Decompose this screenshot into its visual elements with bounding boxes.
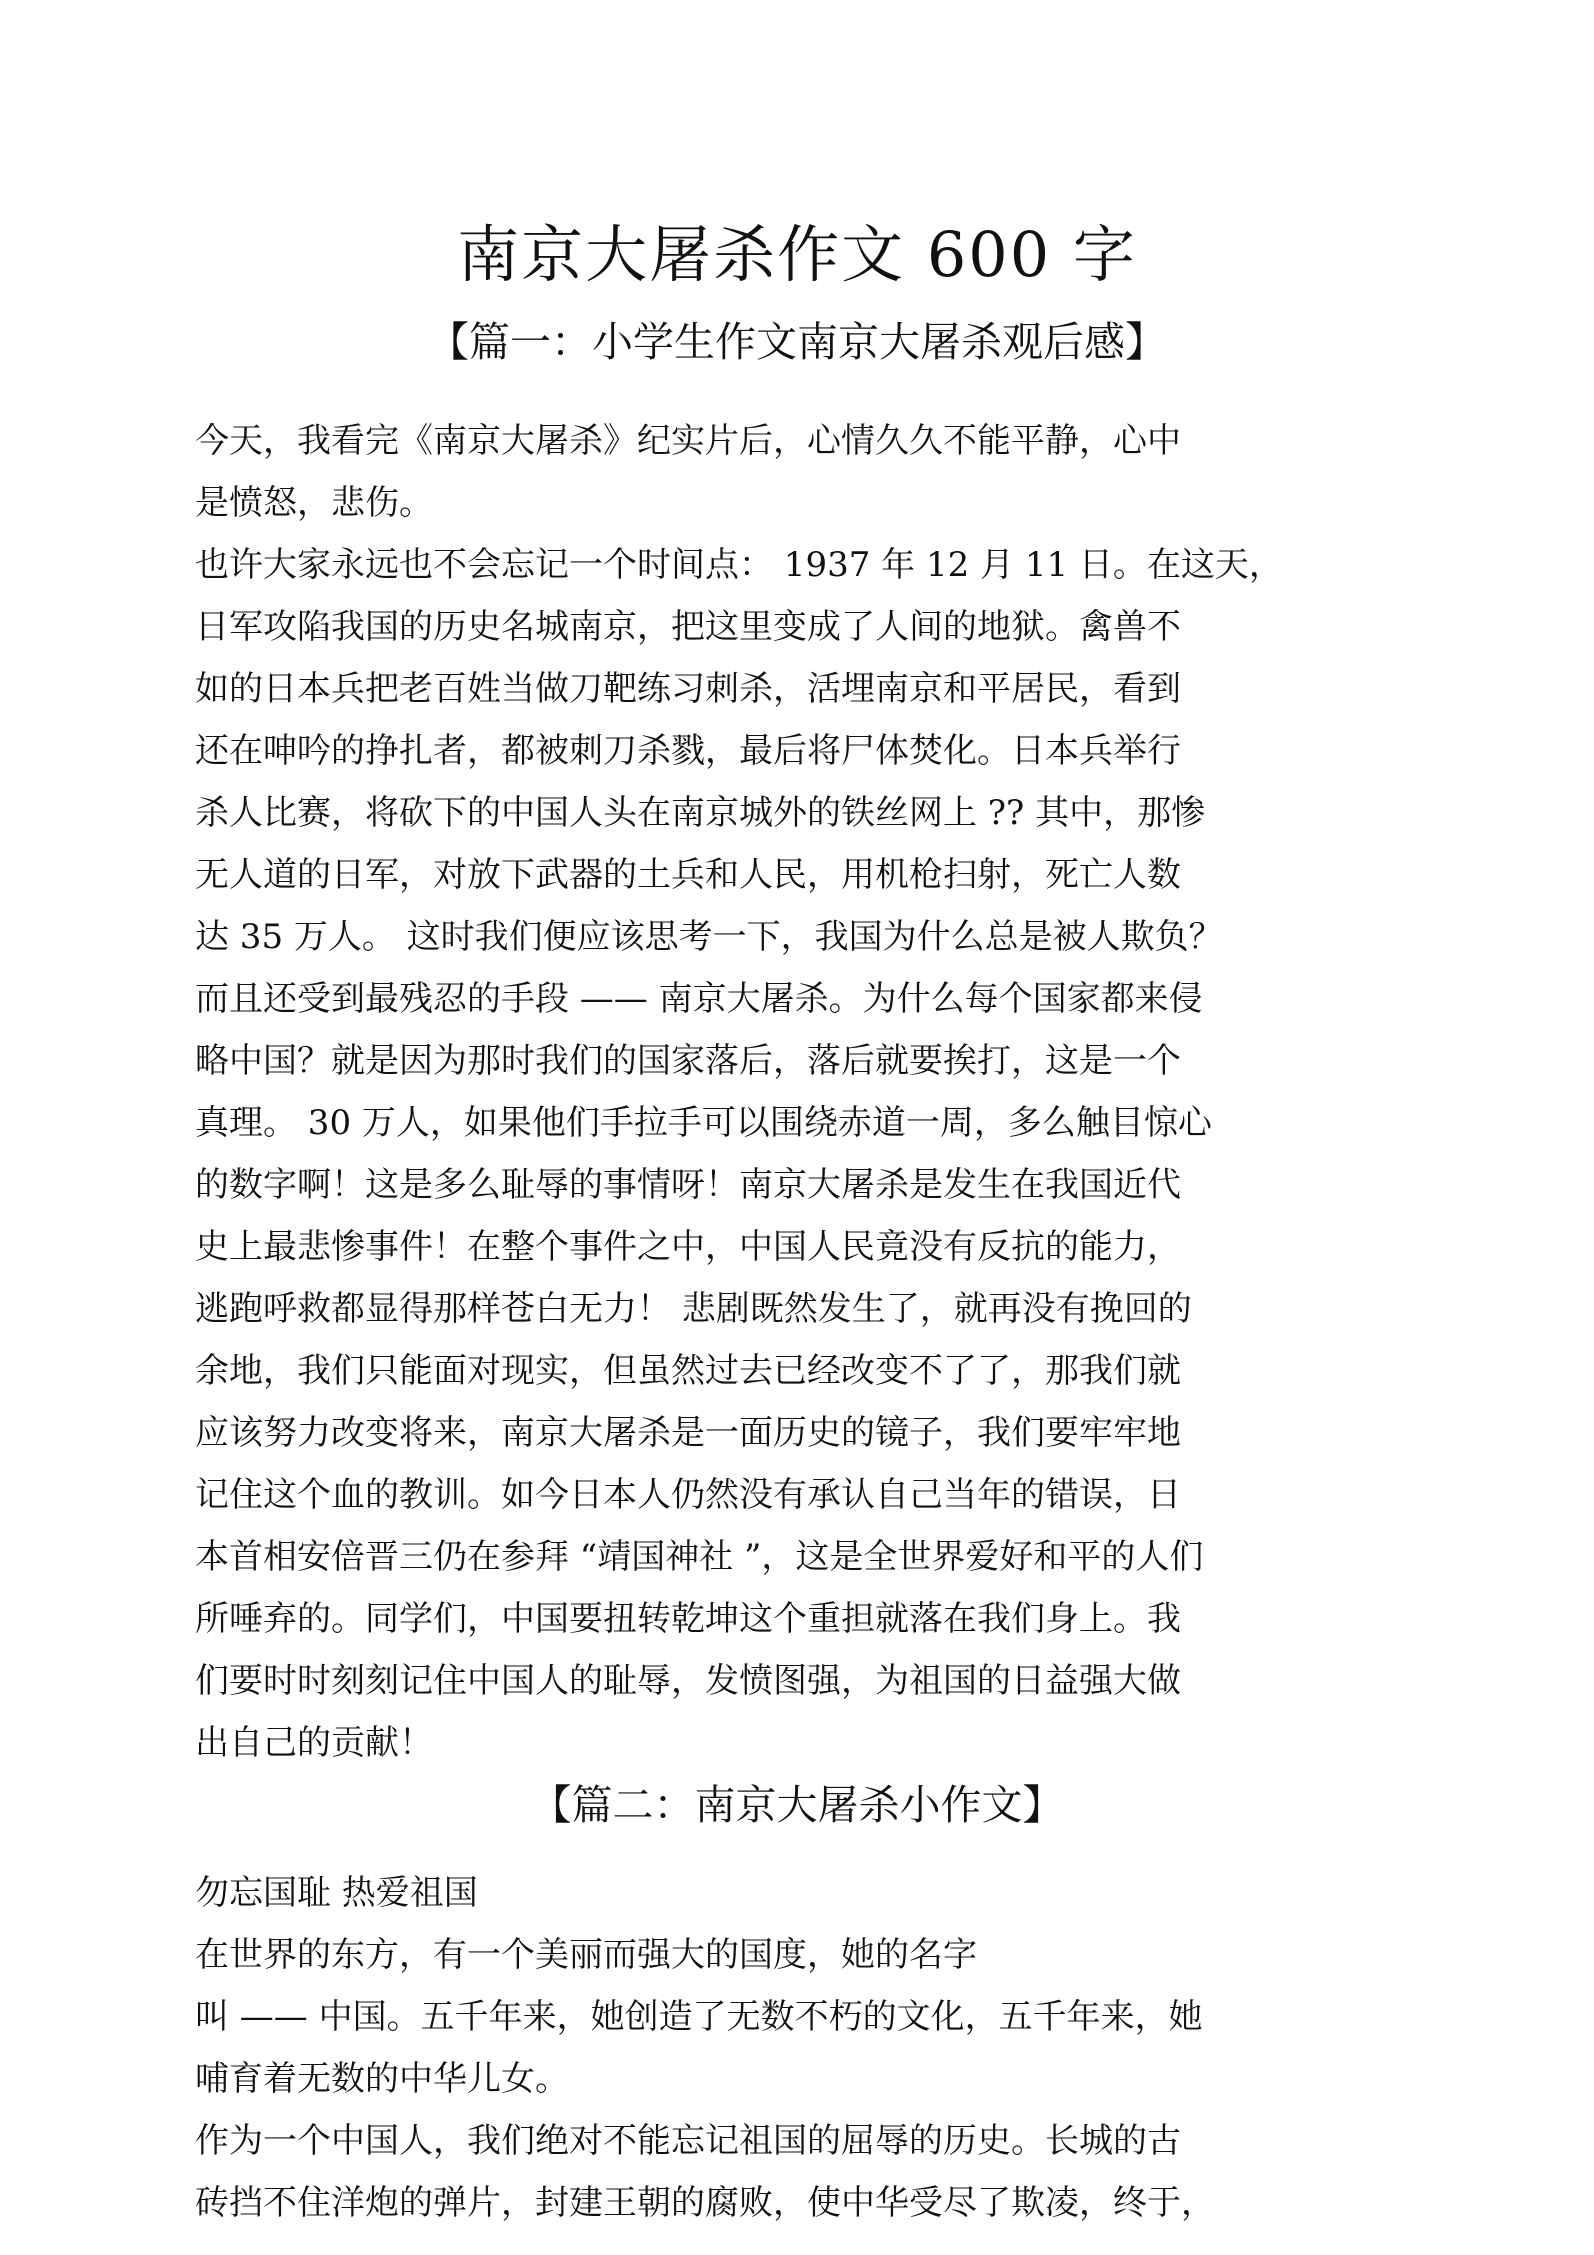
- text-line: 日军攻陷我国的历史名城南京，把这里变成了人间的地狱。禽兽不: [195, 607, 1181, 647]
- text-line: 的数字啊！这是多么耻辱的事情呀！南京大屠杀是发生在我国近代: [195, 1165, 1181, 1205]
- text-line: 达 35 万人。 这时我们便应该思考一下，我国为什么总是被人欺负？: [195, 917, 1223, 957]
- text-line: 作为一个中国人，我们绝对不能忘记祖国的屈辱的历史。长城的古: [195, 2121, 1181, 2161]
- section-1-body: [195, 410, 1415, 1774]
- text-line: 略中国？就是因为那时我们的国家落后，落后就要挨打，这是一个: [195, 1041, 1181, 1081]
- text-line: 出自己的贡献！: [195, 1723, 433, 1763]
- section-2-body: [195, 1862, 1415, 2234]
- text-line: 勿忘国耻 热爱祖国: [195, 1873, 478, 1913]
- text-line: 今天，我看完《南京大屠杀》纪实片后，心情久久不能平静，心中: [195, 421, 1181, 461]
- text-line: 在世界的东方，有一个美丽而强大的国度，她的名字: [195, 1935, 977, 1975]
- text-line: 砖挡不住洋炮的弹片，封建王朝的腐败，使中华受尽了欺凌，终于，: [195, 2183, 1215, 2223]
- text-line: 杀人比赛，将砍下的中国人头在南京城外的铁丝网上 ?? 其中，那惨: [195, 793, 1206, 833]
- text-line: 记住这个血的教训。如今日本人仍然没有承认自己当年的错误，日: [195, 1475, 1181, 1515]
- text-line: 史上最悲惨事件！在整个事件之中，中国人民竟没有反抗的能力，: [195, 1227, 1181, 1267]
- text-line: 应该努力改变将来，南京大屠杀是一面历史的镜子，我们要牢牢地: [195, 1413, 1181, 1453]
- text-line: 也许大家永远也不会忘记一个时间点： 1937 年 12 月 11 日。在这天，: [195, 545, 1283, 585]
- text-line: 所唾弃的。同学们，中国要扭转乾坤这个重担就落在我们身上。我: [195, 1599, 1181, 1639]
- text-line: 叫 —— 中国。五千年来，她创造了无数不朽的文化，五千年来，她: [195, 1997, 1203, 2037]
- text-line: 逃跑呼救都显得那样苍白无力！ 悲剧既然发生了，就再没有挽回的: [195, 1289, 1192, 1329]
- text-line: 还在呻吟的挣扎者，都被刺刀杀戮，最后将尸体焚化。日本兵举行: [195, 731, 1181, 771]
- document-title: 南京大屠杀作文 600 字: [457, 218, 1137, 291]
- text-line: 是愤怒，悲伤。: [195, 483, 433, 523]
- section-1-heading: 【篇一：小学生作文南京大屠杀观后感】: [428, 318, 1166, 366]
- text-line: 们要时时刻刻记住中国人的耻辱，发愤图强，为祖国的日益强大做: [195, 1661, 1181, 1701]
- section-2-heading: 【篇二：南京大屠杀小作文】: [530, 1781, 1064, 1829]
- text-line: 本首相安倍晋三仍在参拜 “靖国神社 ”，这是全世界爱好和平的人们: [195, 1537, 1204, 1577]
- text-line: 无人道的日军，对放下武器的土兵和人民，用机枪扫射，死亡人数: [195, 855, 1181, 895]
- text-line: 哺育着无数的中华儿女。: [195, 2059, 569, 2099]
- text-line: 余地，我们只能面对现实，但虽然过去已经改变不了了，那我们就: [195, 1351, 1181, 1391]
- text-line: 而且还受到最残忍的手段 —— 南京大屠杀。为什么每个国家都来侵: [195, 979, 1203, 1019]
- text-line: 如的日本兵把老百姓当做刀靶练习刺杀，活埋南京和平居民，看到: [195, 669, 1181, 709]
- text-line: 真理。 30 万人，如果他们手拉手可以围绕赤道一周，多么触目惊心: [195, 1103, 1212, 1143]
